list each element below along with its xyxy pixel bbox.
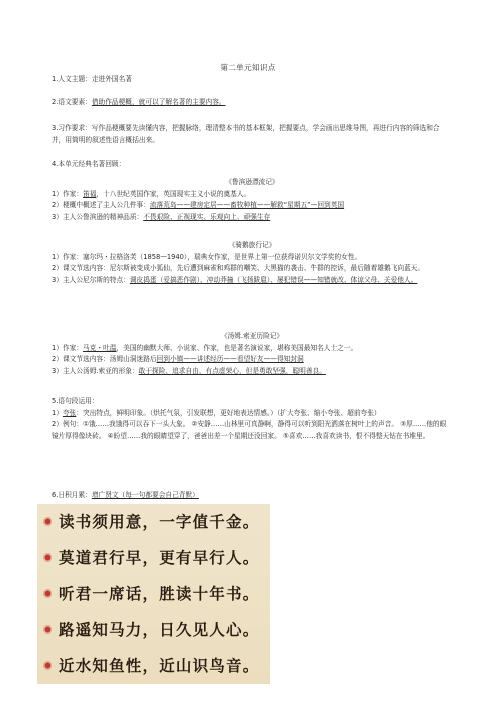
section-6 [52, 490, 452, 502]
book-character [52, 212, 452, 224]
section-1 [52, 74, 452, 86]
character-label: 3）主人公汤姆.索亚的形象： [52, 366, 139, 375]
bullet-icon [43, 553, 52, 562]
character-text: 调皮捣蛋（爱搞恶作剧）、冲动莽撞（飞扬跋扈）、屡犯错误——知错就改、体谅父母、关爱他人。 [129, 275, 418, 284]
proverb-line: 读书须用意，一字值千金。 [59, 512, 260, 531]
humanities-theme: 1.人文主题：走进外国名著 [52, 75, 132, 83]
examples: 2）例句：①饿……我饿得可以吞下一头大象。 ②安静……山林里可真静啊，静得可以听到阳光洒落在树叶上的声音。 ③厚……他的眼镜片厚得像块砖。 ④盼望……我的眼睛望穿了，爸爸出差一个星期还没回家。 ⑤喜欢……我喜欢读书，恨不得整天钻在书堆里。 [52, 420, 447, 440]
accumulation-label: 6.日积月累： [52, 491, 92, 499]
section-3 [52, 123, 452, 146]
bullet-icon [43, 661, 52, 670]
book-title: 《鲁滨逊漂流记》 [225, 178, 279, 186]
proverbs-image [37, 504, 270, 684]
classics-heading: 4.本单元经典名著回顾： [52, 160, 126, 168]
accumulation-heading [52, 490, 452, 502]
accumulation-text: 增广贤文（每一句都要会自己背默） [91, 491, 199, 499]
language-element-text: 借助作品梗概，就可以了解名著的主要内容。 [91, 98, 226, 106]
author-desc: ，美国的幽默大师、小说家、作家，也是著名演说家，堪称美国最知名人士之一。 [116, 343, 358, 352]
book-title: 《汤姆.索亚历险记》 [220, 332, 284, 340]
plot-text: 流落荒岛——建房定居——畜牧种植——解救“星期五”—回到英国 [149, 201, 345, 210]
book-character [52, 366, 452, 378]
proverb-line: 听君一席话，胜读十年书。 [59, 584, 260, 603]
character-text: 敢于探险、追求自由，有点虚荣心，但是勇敢坚强，聪明善良。 [138, 366, 326, 375]
book-author [52, 189, 452, 201]
language-element [52, 97, 452, 109]
writing-requirement: 3.习作要求：写作品梗概要先读懂内容，把握脉络，理清整本书的基本框架，把握要点，学会画出思维导图，再进行内容的筛选和合并，用简明的叙述性语言概括出来。 [52, 124, 440, 144]
book-plot [52, 200, 452, 212]
bullet-icon [43, 625, 52, 634]
page-title: 第二单元知识点 [220, 63, 276, 72]
bullet-icon [43, 589, 52, 598]
character-label: 3）主人公鲁滨逊的精神品质： [52, 212, 144, 221]
section-2 [52, 97, 452, 109]
book-nils [52, 240, 452, 286]
author-label: 1）作家： [52, 343, 84, 352]
proverb-line: 近水知鱼性，近山识鸟音。 [59, 656, 260, 675]
character-text: 不畏艰险、正视现实、乐观向上、顽强生存 [143, 212, 271, 221]
book-title: 《骑鹅旅行记》 [228, 241, 276, 249]
proverb-line: 路遥知马力，日久见人心。 [59, 620, 260, 639]
section-4 [52, 159, 452, 171]
plot-label: 2）梗概中概述了主人公几件事： [52, 201, 150, 210]
author-desc: ，十八世纪英国作家，英国现实主义小说的奠基人。 [96, 189, 251, 198]
author-name: 马克・吐温 [83, 343, 117, 352]
book-robinson [52, 177, 452, 223]
hyperbole-def [52, 408, 452, 420]
excerpt-text: 回到小镇——讲述经历——看望好友——得知封洞 [156, 355, 304, 364]
book-character [52, 275, 452, 287]
language-element-label: 2.语文要素： [52, 98, 92, 106]
book-excerpt [52, 354, 452, 366]
character-label: 3）主人公尼尔斯的特点： [52, 275, 130, 284]
book-excerpt: 2）课文节选内容：尼尔斯被变成小狐仙，先后遭到麻雀和鸡群的嘲笑、大黑猫的袭击、牛群的控诉，最后随着雄鹅飞向蓝天。 [52, 264, 425, 273]
author-label: 1）作家： [52, 189, 84, 198]
book-author [52, 343, 452, 355]
hyperbole-desc: ：突出特点，鲜明印象。（烘托气氛，引发联想，更好地表达情感。）（扩大夸张、缩小夸张、超前夸张） [76, 408, 381, 417]
bullet-icon [43, 517, 52, 526]
section-5 [52, 396, 452, 442]
proverb-line: 莫道君行早，更有早行人。 [59, 548, 260, 567]
excerpt-label: 2）课文节选内容：汤姆山洞迷路后 [52, 355, 157, 364]
author-name: 笛福 [83, 189, 97, 198]
book-tom-sawyer [52, 331, 452, 377]
book-author: 1）作家：塞尔玛・拉格洛芙（1858—1940），瑞典女作家，是世界上第一位获得诺贝尔文学奖的女性。 [52, 252, 362, 261]
hyperbole-term: 夸张 [62, 408, 77, 417]
sentence-heading: 5.语句段运用： [52, 397, 99, 405]
item-number: 1） [52, 408, 63, 417]
